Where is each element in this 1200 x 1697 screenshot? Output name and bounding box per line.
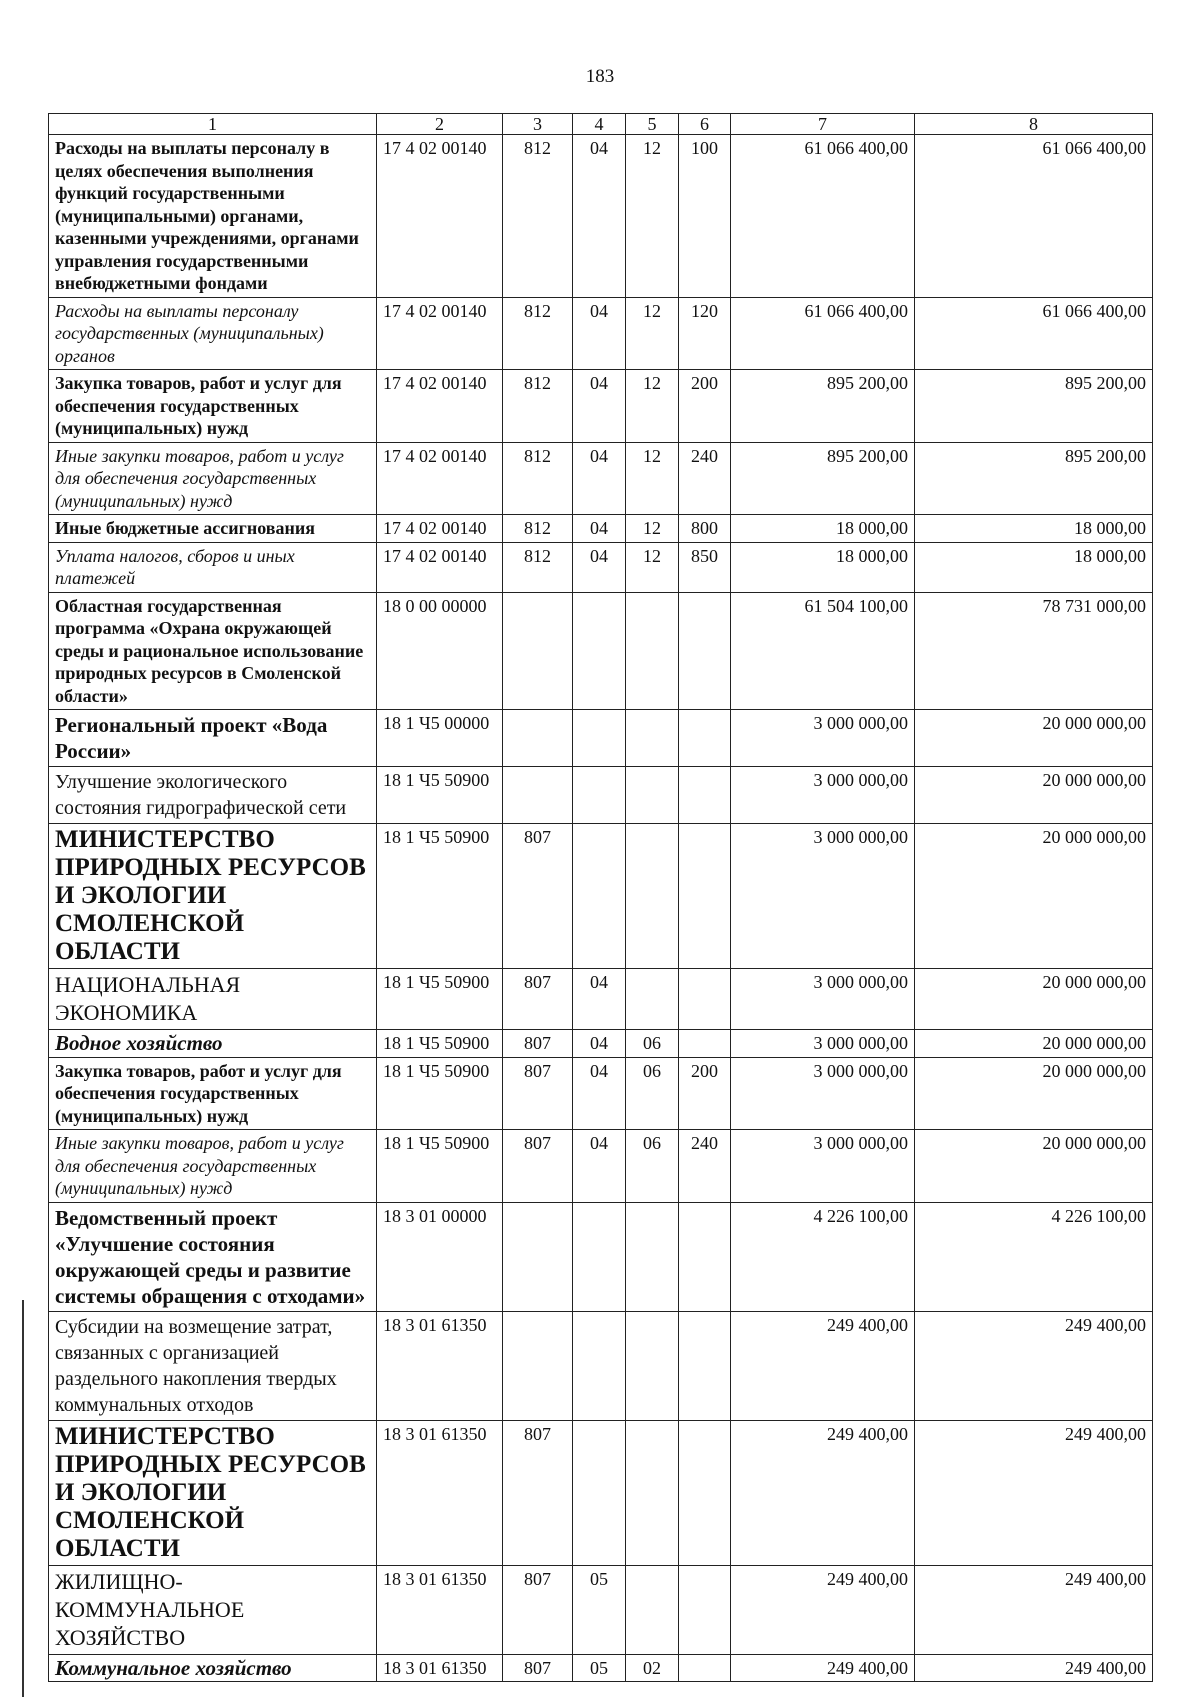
row-rz (573, 592, 626, 710)
row-sum-2: 78 731 000,00 (915, 592, 1153, 710)
row-sum-2: 20 000 000,00 (915, 824, 1153, 969)
row-rz: 04 (573, 1130, 626, 1203)
row-pr: 12 (626, 442, 679, 515)
row-vr (679, 969, 731, 1030)
row-vr (679, 1030, 731, 1058)
row-code: 18 1 Ч5 50900 (377, 1030, 503, 1058)
row-pr (626, 1420, 679, 1565)
table-row (49, 1057, 1153, 1130)
header-row (49, 114, 1153, 135)
row-rz: 04 (573, 297, 626, 370)
table-row (49, 1654, 1153, 1682)
row-name: Коммунальное хозяйство (49, 1654, 377, 1682)
row-sum-2: 20 000 000,00 (915, 1130, 1153, 1203)
row-vr (679, 1654, 731, 1682)
row-sum-2: 895 200,00 (915, 442, 1153, 515)
row-vr: 240 (679, 442, 731, 515)
row-code: 18 3 01 00000 (377, 1202, 503, 1311)
table-row (49, 1030, 1153, 1058)
budget-table (48, 113, 1153, 1682)
row-pr (626, 592, 679, 710)
row-gr (503, 1202, 573, 1311)
row-vr: 120 (679, 297, 731, 370)
table-row (49, 542, 1153, 592)
row-sum-1: 895 200,00 (731, 370, 915, 443)
header-col-5: 5 (626, 114, 679, 135)
row-rz: 04 (573, 370, 626, 443)
row-pr: 12 (626, 370, 679, 443)
row-code: 18 3 01 61350 (377, 1420, 503, 1565)
table-row (49, 592, 1153, 710)
row-sum-2: 20 000 000,00 (915, 1030, 1153, 1058)
table-row (49, 370, 1153, 443)
row-vr (679, 592, 731, 710)
row-code: 17 4 02 00140 (377, 135, 503, 298)
table-row (49, 824, 1153, 969)
row-code: 18 1 Ч5 50900 (377, 1130, 503, 1203)
header-col-4: 4 (573, 114, 626, 135)
row-pr: 06 (626, 1130, 679, 1203)
row-pr: 12 (626, 515, 679, 543)
row-sum-1: 3 000 000,00 (731, 1030, 915, 1058)
row-sum-2: 18 000,00 (915, 542, 1153, 592)
table-row (49, 1420, 1153, 1565)
row-name: Водное хозяйство (49, 1030, 377, 1058)
row-name: Ведомственный проект «Улучшение состояния окружающей среды и развитие системы обращения с отходами» (49, 1202, 377, 1311)
row-code: 17 4 02 00140 (377, 542, 503, 592)
row-rz (573, 824, 626, 969)
table-row (49, 969, 1153, 1030)
row-pr (626, 1311, 679, 1420)
row-gr: 807 (503, 1565, 573, 1654)
row-gr (503, 767, 573, 824)
table-body (49, 135, 1153, 1682)
row-sum-1: 61 066 400,00 (731, 135, 915, 298)
row-vr (679, 1420, 731, 1565)
row-sum-2: 61 066 400,00 (915, 135, 1153, 298)
row-code: 18 3 01 61350 (377, 1654, 503, 1682)
row-rz (573, 1202, 626, 1311)
row-code: 18 1 Ч5 50900 (377, 767, 503, 824)
row-sum-1: 3 000 000,00 (731, 1057, 915, 1130)
header-col-7: 7 (731, 114, 915, 135)
row-vr: 800 (679, 515, 731, 543)
row-name: Субсидии на возмещение затрат, связанных с организацией раздельного накопления твердых коммунальных отходов (49, 1311, 377, 1420)
row-sum-2: 20 000 000,00 (915, 1057, 1153, 1130)
row-rz (573, 1420, 626, 1565)
row-vr (679, 1311, 731, 1420)
row-sum-2: 4 226 100,00 (915, 1202, 1153, 1311)
row-vr: 240 (679, 1130, 731, 1203)
row-sum-1: 249 400,00 (731, 1654, 915, 1682)
margin-rule (22, 1300, 24, 1697)
row-name: Улучшение экологического состояния гидрографической сети (49, 767, 377, 824)
row-sum-1: 249 400,00 (731, 1311, 915, 1420)
row-vr: 200 (679, 1057, 731, 1130)
row-name: Иные бюджетные ассигнования (49, 515, 377, 543)
row-sum-1: 18 000,00 (731, 542, 915, 592)
row-rz: 04 (573, 1057, 626, 1130)
row-rz (573, 1311, 626, 1420)
row-pr (626, 767, 679, 824)
row-gr (503, 592, 573, 710)
row-sum-2: 249 400,00 (915, 1311, 1153, 1420)
row-sum-2: 20 000 000,00 (915, 710, 1153, 767)
row-code: 18 3 01 61350 (377, 1311, 503, 1420)
header-col-3: 3 (503, 114, 573, 135)
row-gr: 807 (503, 1654, 573, 1682)
row-gr: 807 (503, 1420, 573, 1565)
row-name: НАЦИОНАЛЬНАЯ ЭКОНОМИКА (49, 969, 377, 1030)
table-row (49, 515, 1153, 543)
row-sum-1: 249 400,00 (731, 1420, 915, 1565)
table-row (49, 1565, 1153, 1654)
row-sum-2: 895 200,00 (915, 370, 1153, 443)
row-name: МИНИСТЕРСТВО ПРИРОДНЫХ РЕСУРСОВ И ЭКОЛОГИИ СМОЛЕНСКОЙ ОБЛАСТИ (49, 824, 377, 969)
row-gr: 807 (503, 969, 573, 1030)
row-rz: 04 (573, 969, 626, 1030)
table-row (49, 1311, 1153, 1420)
row-rz (573, 767, 626, 824)
row-code: 18 1 Ч5 50900 (377, 824, 503, 969)
row-rz: 04 (573, 135, 626, 298)
row-gr: 807 (503, 1057, 573, 1130)
table-row (49, 297, 1153, 370)
row-code: 18 3 01 61350 (377, 1565, 503, 1654)
row-code: 17 4 02 00140 (377, 297, 503, 370)
header-col-6: 6 (679, 114, 731, 135)
row-sum-1: 3 000 000,00 (731, 824, 915, 969)
row-name: МИНИСТЕРСТВО ПРИРОДНЫХ РЕСУРСОВ И ЭКОЛОГИИ СМОЛЕНСКОЙ ОБЛАСТИ (49, 1420, 377, 1565)
row-rz: 04 (573, 442, 626, 515)
row-name: Закупка товаров, работ и услуг для обеспечения государственных (муниципальных) нужд (49, 370, 377, 443)
row-vr: 100 (679, 135, 731, 298)
row-sum-2: 20 000 000,00 (915, 767, 1153, 824)
row-code: 17 4 02 00140 (377, 370, 503, 443)
table-row (49, 1130, 1153, 1203)
row-name: Расходы на выплаты персоналу государственных (муниципальных) органов (49, 297, 377, 370)
table-row (49, 1202, 1153, 1311)
row-name: Закупка товаров, работ и услуг для обеспечения государственных (муниципальных) нужд (49, 1057, 377, 1130)
row-sum-1: 61 504 100,00 (731, 592, 915, 710)
row-rz: 05 (573, 1654, 626, 1682)
row-sum-1: 3 000 000,00 (731, 767, 915, 824)
row-pr (626, 969, 679, 1030)
row-sum-2: 249 400,00 (915, 1565, 1153, 1654)
row-vr (679, 1565, 731, 1654)
row-pr (626, 710, 679, 767)
row-vr (679, 767, 731, 824)
page-number: 183 (585, 66, 615, 87)
header-col-2: 2 (377, 114, 503, 135)
table-row (49, 710, 1153, 767)
row-gr: 812 (503, 442, 573, 515)
table-row (49, 442, 1153, 515)
row-name: Расходы на выплаты персоналу в целях обеспечения выполнения функций государственными (муниципальными) органами, казенными учреждениями, органами управления государственными внебюджетными фондами (49, 135, 377, 298)
row-sum-1: 249 400,00 (731, 1565, 915, 1654)
row-name: Уплата налогов, сборов и иных платежей (49, 542, 377, 592)
row-vr (679, 710, 731, 767)
row-sum-2: 249 400,00 (915, 1654, 1153, 1682)
row-name: Областная государственная программа «Охрана окружающей среды и рациональное использование природных ресурсов в Смоленской области» (49, 592, 377, 710)
row-pr: 02 (626, 1654, 679, 1682)
row-gr: 812 (503, 135, 573, 298)
row-name: Региональный проект «Вода России» (49, 710, 377, 767)
row-code: 18 0 00 00000 (377, 592, 503, 710)
row-sum-2: 249 400,00 (915, 1420, 1153, 1565)
row-pr (626, 824, 679, 969)
row-sum-1: 3 000 000,00 (731, 1130, 915, 1203)
row-vr: 850 (679, 542, 731, 592)
row-vr (679, 1202, 731, 1311)
row-gr: 807 (503, 824, 573, 969)
row-pr (626, 1202, 679, 1311)
row-sum-1: 61 066 400,00 (731, 297, 915, 370)
row-gr: 812 (503, 370, 573, 443)
row-sum-1: 3 000 000,00 (731, 710, 915, 767)
row-rz: 04 (573, 515, 626, 543)
row-vr (679, 824, 731, 969)
row-code: 17 4 02 00140 (377, 442, 503, 515)
row-gr (503, 710, 573, 767)
row-pr (626, 1565, 679, 1654)
row-rz: 04 (573, 542, 626, 592)
table-row (49, 767, 1153, 824)
row-name: Иные закупки товаров, работ и услуг для обеспечения государственных (муниципальных) нужд (49, 1130, 377, 1203)
header-col-1: 1 (49, 114, 377, 135)
header-col-8: 8 (915, 114, 1153, 135)
row-pr: 06 (626, 1030, 679, 1058)
row-code: 18 1 Ч5 50900 (377, 969, 503, 1030)
row-name: Иные закупки товаров, работ и услуг для обеспечения государственных (муниципальных) нужд (49, 442, 377, 515)
row-gr: 807 (503, 1030, 573, 1058)
row-sum-1: 4 226 100,00 (731, 1202, 915, 1311)
row-sum-1: 895 200,00 (731, 442, 915, 515)
row-name: ЖИЛИЩНО-КОММУНАЛЬНОЕ ХОЗЯЙСТВО (49, 1565, 377, 1654)
row-rz: 05 (573, 1565, 626, 1654)
row-sum-2: 18 000,00 (915, 515, 1153, 543)
row-rz (573, 710, 626, 767)
row-gr: 807 (503, 1130, 573, 1203)
row-rz: 04 (573, 1030, 626, 1058)
row-vr: 200 (679, 370, 731, 443)
table-row (49, 135, 1153, 298)
row-gr: 812 (503, 542, 573, 592)
row-gr: 812 (503, 297, 573, 370)
row-code: 18 1 Ч5 50900 (377, 1057, 503, 1130)
row-gr (503, 1311, 573, 1420)
row-gr: 812 (503, 515, 573, 543)
row-sum-1: 3 000 000,00 (731, 969, 915, 1030)
row-pr: 12 (626, 135, 679, 298)
row-sum-1: 18 000,00 (731, 515, 915, 543)
row-code: 17 4 02 00140 (377, 515, 503, 543)
row-pr: 12 (626, 542, 679, 592)
row-sum-2: 20 000 000,00 (915, 969, 1153, 1030)
row-pr: 12 (626, 297, 679, 370)
row-pr: 06 (626, 1057, 679, 1130)
row-sum-2: 61 066 400,00 (915, 297, 1153, 370)
row-code: 18 1 Ч5 00000 (377, 710, 503, 767)
